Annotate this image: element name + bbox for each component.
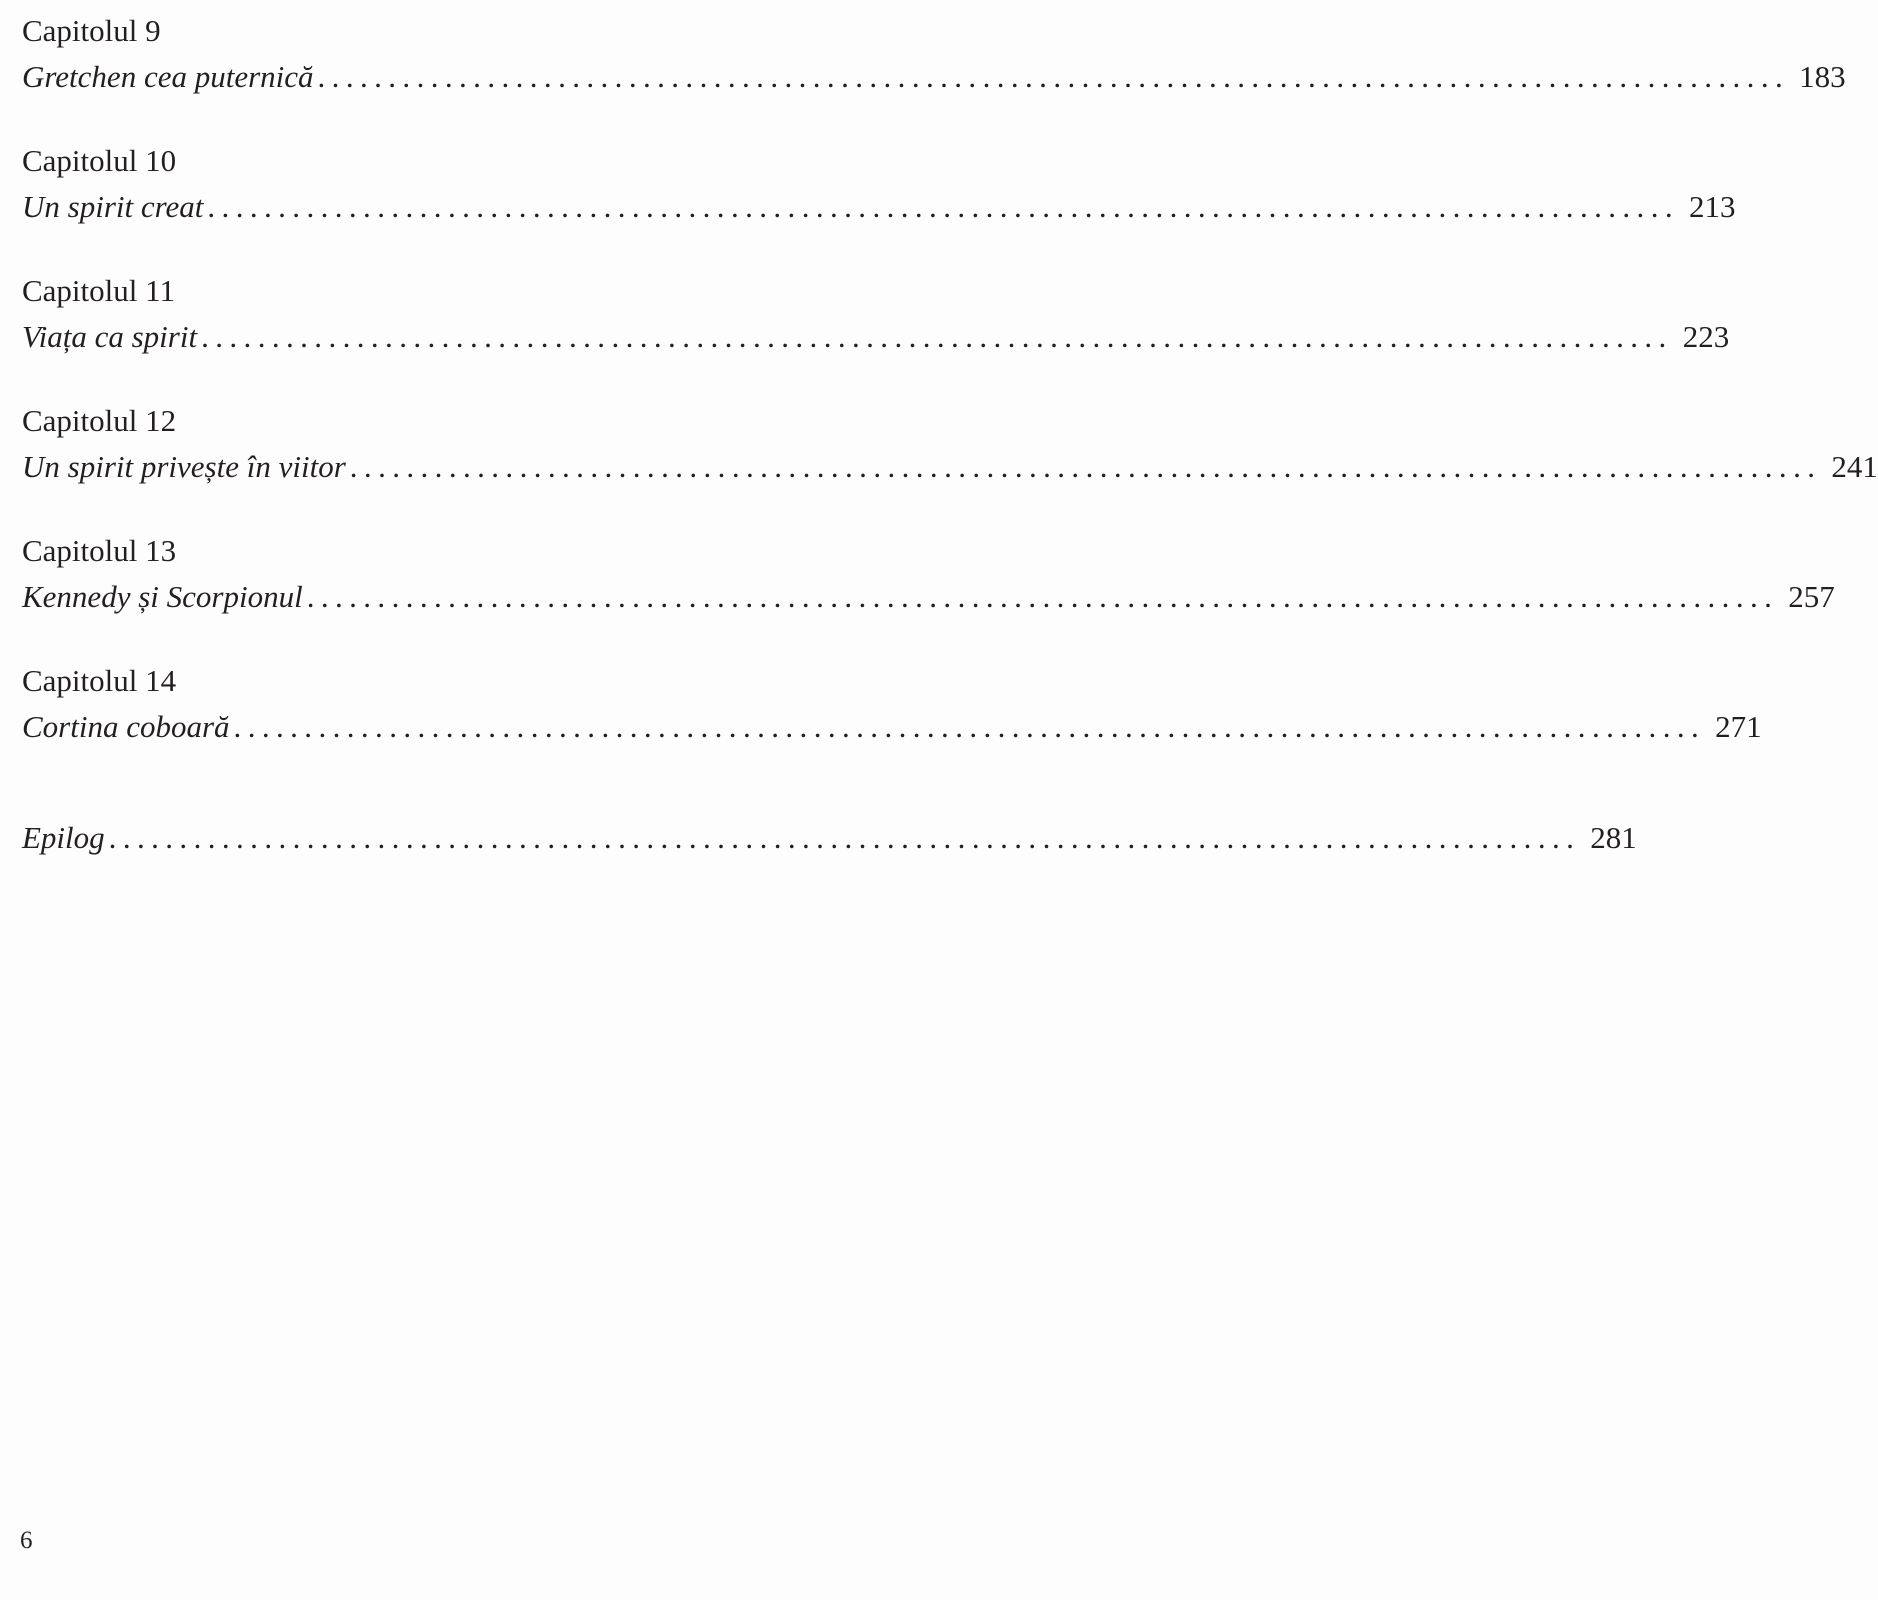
chapter-title: Kennedy și Scorpionul: [22, 579, 303, 614]
page-number: 271: [1715, 709, 1762, 744]
chapter-title: Viața ca spirit: [22, 319, 198, 354]
chapter-title: Un spirit privește în viitor: [22, 449, 346, 484]
chapter-label: Capitolul 13: [22, 533, 177, 568]
toc-chapter-9: [22, 8, 1846, 138]
page-number: 257: [1788, 579, 1835, 614]
dot-leader: ........................................................................................................: [317, 59, 1790, 94]
table-of-contents: [22, 8, 1878, 861]
toc-entry: [22, 184, 1736, 230]
page-number: 281: [1590, 820, 1637, 855]
toc-entry: [22, 574, 1835, 620]
dot-leader: ........................................................................................................: [233, 709, 1706, 744]
epilog-title: Epilog: [22, 820, 105, 855]
chapter-label: Capitolul 11: [22, 273, 175, 308]
toc-chapter-14: [22, 658, 1762, 788]
chapter-title: Gretchen cea puternică: [22, 59, 314, 94]
page-number: 241: [1831, 449, 1878, 484]
chapter-label: Capitolul 12: [22, 403, 177, 438]
toc-entry: [22, 314, 1730, 360]
toc-entry: [22, 704, 1762, 750]
toc-chapter-12: [22, 398, 1878, 528]
dot-leader: ........................................................................................................: [207, 189, 1680, 224]
toc-entry: [22, 444, 1878, 490]
toc-chapter-13: [22, 528, 1835, 658]
chapter-title: Cortina coboară: [22, 709, 230, 744]
page-number: 223: [1682, 319, 1730, 354]
chapter-title: Un spirit creat: [22, 189, 204, 224]
chapter-label: Capitolul 9: [22, 13, 161, 48]
page-number: 213: [1689, 189, 1736, 224]
dot-leader: ........................................................................................................: [306, 579, 1779, 614]
chapter-label: Capitolul 10: [22, 143, 177, 178]
toc-entry: [22, 54, 1846, 100]
toc-chapter-11: [22, 268, 1730, 398]
dot-leader: ........................................................................................................: [201, 319, 1673, 354]
page-number: 183: [1799, 59, 1846, 94]
dot-leader: ........................................................................................................: [108, 820, 1581, 855]
toc-chapter-10: [22, 138, 1736, 268]
toc-epilog: [22, 815, 1637, 861]
chapter-label: Capitolul 14: [22, 663, 177, 698]
dot-leader: ........................................................................................................: [349, 449, 1822, 484]
folio-page-number: 6: [20, 1527, 33, 1554]
